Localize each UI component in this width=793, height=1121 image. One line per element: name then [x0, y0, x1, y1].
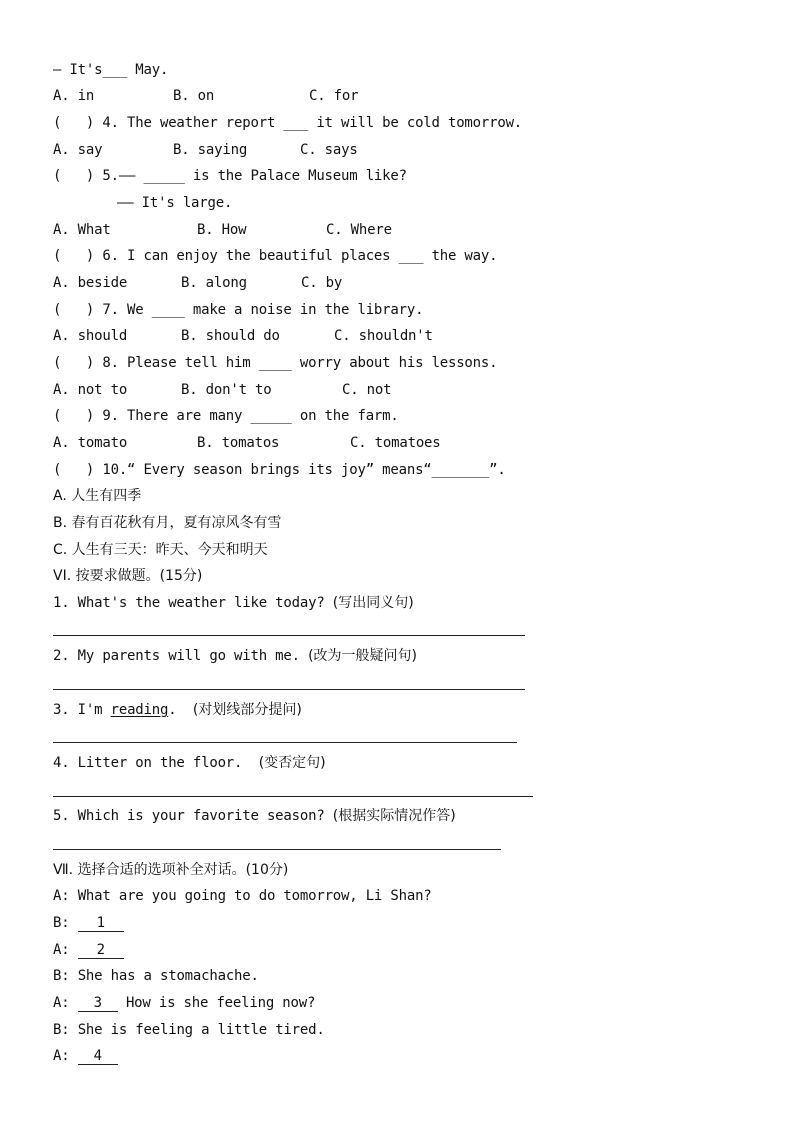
- q8-stem: ( ) 8. Please tell him ____ worry about his lessons.: [53, 355, 498, 371]
- q9-option-c: C. tomatoes: [350, 435, 441, 451]
- dialogue-blank-3[interactable]: 3: [78, 995, 118, 1012]
- section6-item-3: 3. I'm reading. (对划线部分提问): [53, 702, 302, 718]
- q7-option-b: B. should do: [181, 328, 280, 344]
- q3-option-c: C. for: [309, 88, 359, 104]
- q5-option-b: B. How: [197, 222, 247, 238]
- dialogue-line-7: A: 4: [53, 1046, 118, 1066]
- q5-stem: ( ) 5.—— _____ is the Palace Museum like?: [53, 168, 407, 184]
- q4-option-a: A. say: [53, 142, 103, 158]
- dialogue-line-4: B: She has a stomachache.: [53, 968, 259, 984]
- q7-option-c: C. shouldn't: [334, 328, 433, 344]
- q5-option-c: C. Where: [326, 222, 392, 238]
- q4-option-b: B. saying: [173, 142, 248, 158]
- q5-reply: —— It's large.: [117, 195, 233, 211]
- dialogue-blank-1[interactable]: 1: [78, 915, 124, 932]
- q4-stem: ( ) 4. The weather report ___ it will be cold tomorrow.: [53, 115, 523, 131]
- answer-line-5[interactable]: [53, 849, 501, 850]
- answer-line-3[interactable]: [53, 742, 517, 743]
- section6-item-5: 5. Which is your favorite season? (根据实际情况作答): [53, 808, 456, 824]
- section6-item-1: 1. What's the weather like today? (写出同义句): [53, 595, 414, 611]
- q6-stem: ( ) 6. I can enjoy the beautiful places ___ the way.: [53, 248, 498, 264]
- q9-option-a: A. tomato: [53, 435, 128, 451]
- q6-option-c: C. by: [301, 275, 343, 291]
- q8-option-c: C. not: [342, 382, 392, 398]
- answer-line-2[interactable]: [53, 689, 525, 690]
- answer-line-4[interactable]: [53, 796, 533, 797]
- q6-option-b: B. along: [181, 275, 247, 291]
- q10-option-a: A. 人生有四季: [53, 488, 142, 504]
- q8-option-a: A. not to: [53, 382, 128, 398]
- underlined-word: reading: [110, 702, 169, 718]
- answer-line-1[interactable]: [53, 635, 525, 636]
- q3-answer-line: — It's___ May.: [53, 62, 169, 78]
- q9-option-b: B. tomatos: [197, 435, 280, 451]
- section6-title: VI. 按要求做题。(15分): [53, 568, 203, 584]
- q9-stem: ( ) 9. There are many _____ on the farm.: [53, 408, 399, 424]
- q7-option-a: A. should: [53, 328, 128, 344]
- dialogue-line-1: A: What are you going to do tomorrow, Li Shan?: [53, 888, 432, 904]
- section7-title: Ⅶ. 选择合适的选项补全对话。(10分): [53, 862, 289, 878]
- q3-option-b: B. on: [173, 88, 215, 104]
- q8-option-b: B. don't to: [181, 382, 272, 398]
- dialogue-line-5: A: 3 How is she feeling now?: [53, 995, 316, 1011]
- section6-item-4: 4. Litter on the floor. (变否定句): [53, 755, 326, 771]
- q6-option-a: A. beside: [53, 275, 128, 291]
- q3-option-a: A. in: [53, 88, 95, 104]
- q10-option-c: C. 人生有三天：昨天、今天和明天: [53, 542, 268, 558]
- dialogue-line-2: B: 1: [53, 913, 124, 933]
- q7-stem: ( ) 7. We ____ make a noise in the library.: [53, 302, 424, 318]
- dialogue-blank-4[interactable]: 4: [78, 1048, 118, 1065]
- q5-option-a: A. What: [53, 222, 111, 238]
- q10-stem: ( ) 10.“ Every season brings its joy” means“_______”.: [53, 462, 506, 478]
- section6-item-2: 2. My parents will go with me. (改为一般疑问句): [53, 648, 418, 664]
- q4-option-c: C. says: [300, 142, 358, 158]
- dialogue-line-3: A: 2: [53, 940, 124, 960]
- dialogue-line-6: B: She is feeling a little tired.: [53, 1022, 325, 1038]
- dialogue-blank-2[interactable]: 2: [78, 942, 124, 959]
- q10-option-b: B. 春有百花秋有月，夏有凉风冬有雪: [53, 515, 282, 531]
